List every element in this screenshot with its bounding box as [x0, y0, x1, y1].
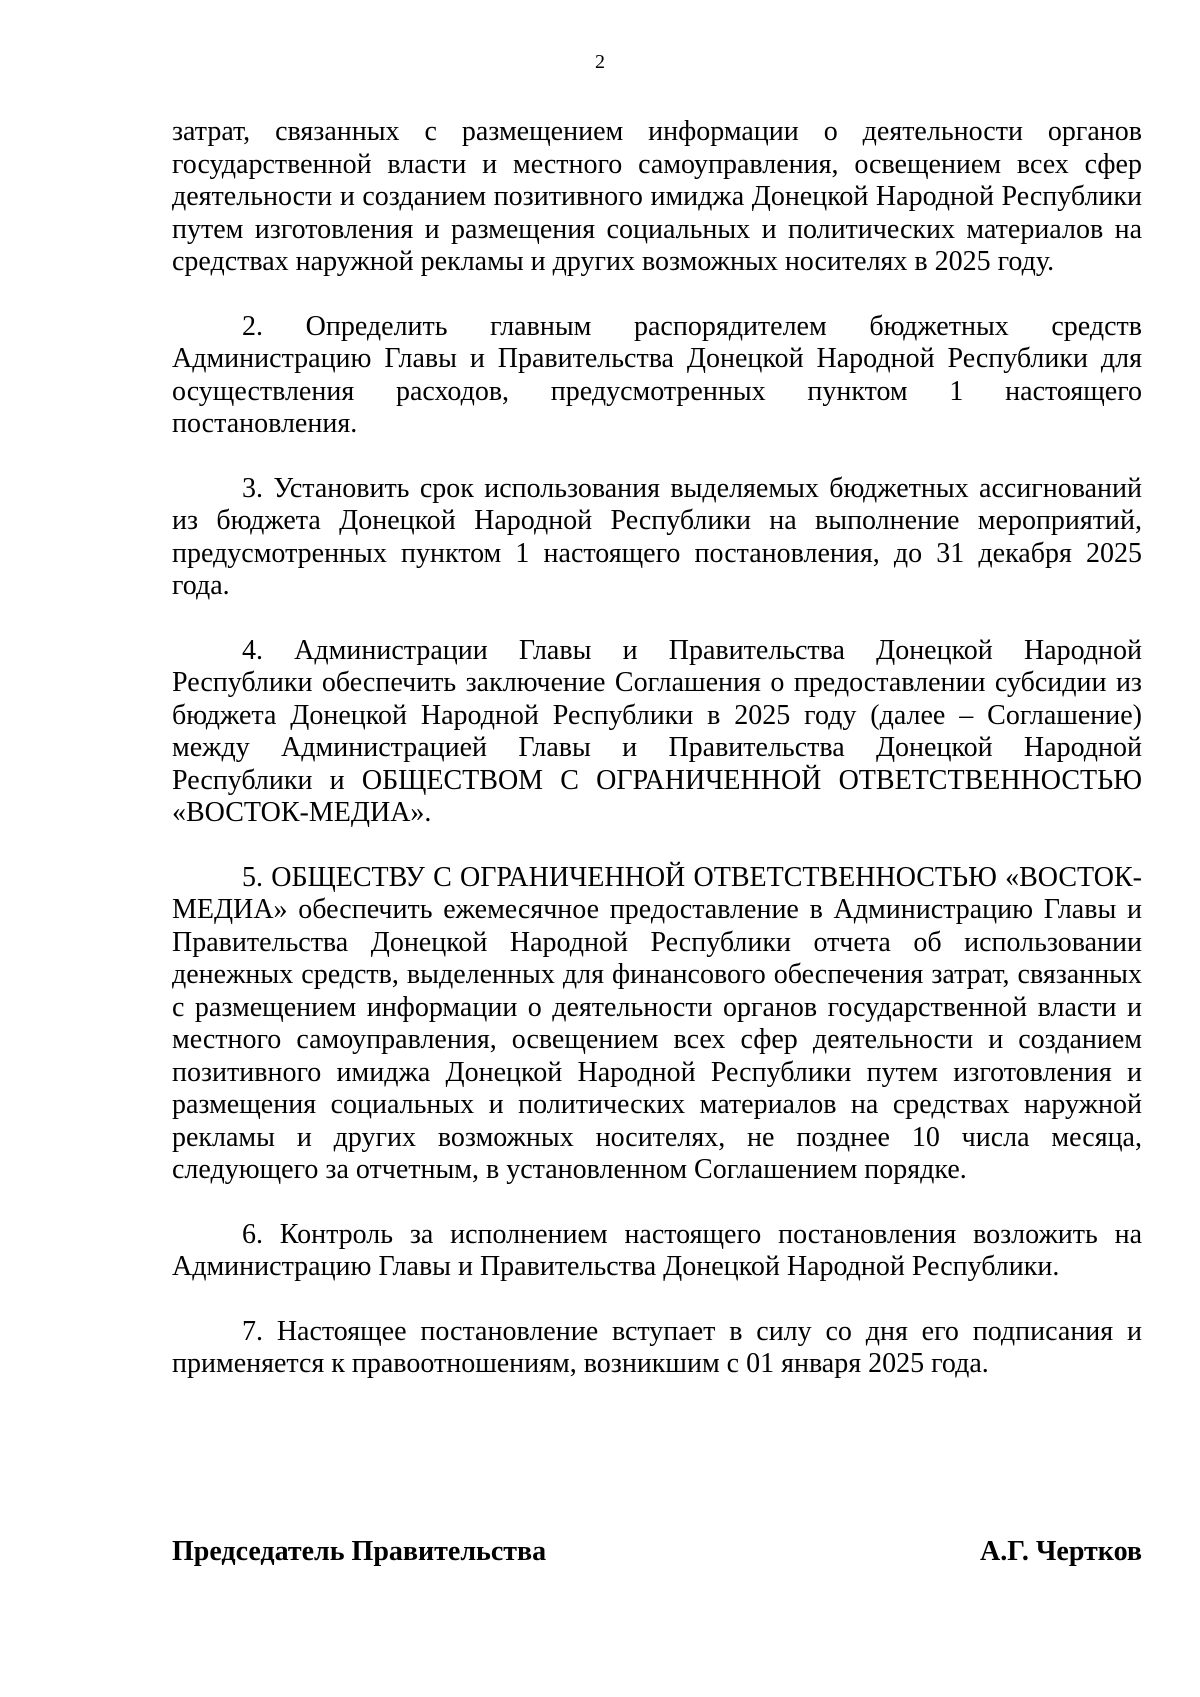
paragraph-item-2: 2. Определить главным распорядителем бюджетных средств Администрацию Главы и Правительства Донецкой Народной Республики для осуществления расходов, предусмотренных пунктом 1 настоящего постановления. [172, 310, 1142, 439]
paragraph-item-7: 7. Настоящее постановление вступает в силу со дня его подписания и применяется к правоотношениям, возникшим с 01 января 2025 года. [172, 1315, 1142, 1379]
paragraph-item-3: 3. Установить срок использования выделяемых бюджетных ассигнований из бюджета Донецкой Народной Республики на выполнение мероприятий, предусмотренных пунктом 1 настоящего постановления, до 31 декабря 2025 года. [172, 472, 1142, 601]
signatory-position: Председатель Правительства [172, 1536, 547, 1567]
paragraph-item-6: 6. Контроль за исполнением настоящего постановления возложить на Администрацию Главы и Правительства Донецкой Народной Республики. [172, 1218, 1142, 1282]
signature-block [172, 1536, 1142, 1568]
page-number: 2 [595, 51, 605, 73]
document-body [172, 116, 1142, 1413]
paragraph-item-4: 4. Администрации Главы и Правительства Донецкой Народной Республики обеспечить заключение Соглашения о предоставлении субсидии из бюджета Донецкой Народной Республики в 2025 году (далее – Соглашение) между Администрацией Главы и Правительства Донецкой Народной Республики и ОБЩЕСТВОМ С ОГРАНИЧЕННОЙ ОТВЕТСТВЕННОСТЬЮ «ВОСТОК-МЕДИА». [172, 634, 1142, 828]
paragraph-continuation: затрат, связанных с размещением информации о деятельности органов государственной власти и местного самоуправления, освещением всех сфер деятельности и созданием позитивного имиджа Донецкой Народной Республики путем изготовления и размещения социальных и политических материалов на средствах наружной рекламы и других возможных носителях в 2025 году. [172, 116, 1142, 277]
signatory-name: А.Г. Чертков [980, 1536, 1142, 1567]
paragraph-item-5: 5. ОБЩЕСТВУ С ОГРАНИЧЕННОЙ ОТВЕТСТВЕННОСТЬЮ «ВОСТОК-МЕДИА» обеспечить ежемесячное предоставление в Администрацию Главы и Правительства Донецкой Народной Республики отчета об использовании денежных средств, выделенных для финансового обеспечения затрат, связанных с размещением информации о деятельности органов государственной власти и местного самоуправления, освещением всех сфер деятельности и созданием позитивного имиджа Донецкой Народной Республики путем изготовления и размещения социальных и политических материалов на средствах наружной рекламы и других возможных носителях, не позднее 10 числа месяца, следующего за отчетным, в установленном Соглашением порядке. [172, 861, 1142, 1185]
